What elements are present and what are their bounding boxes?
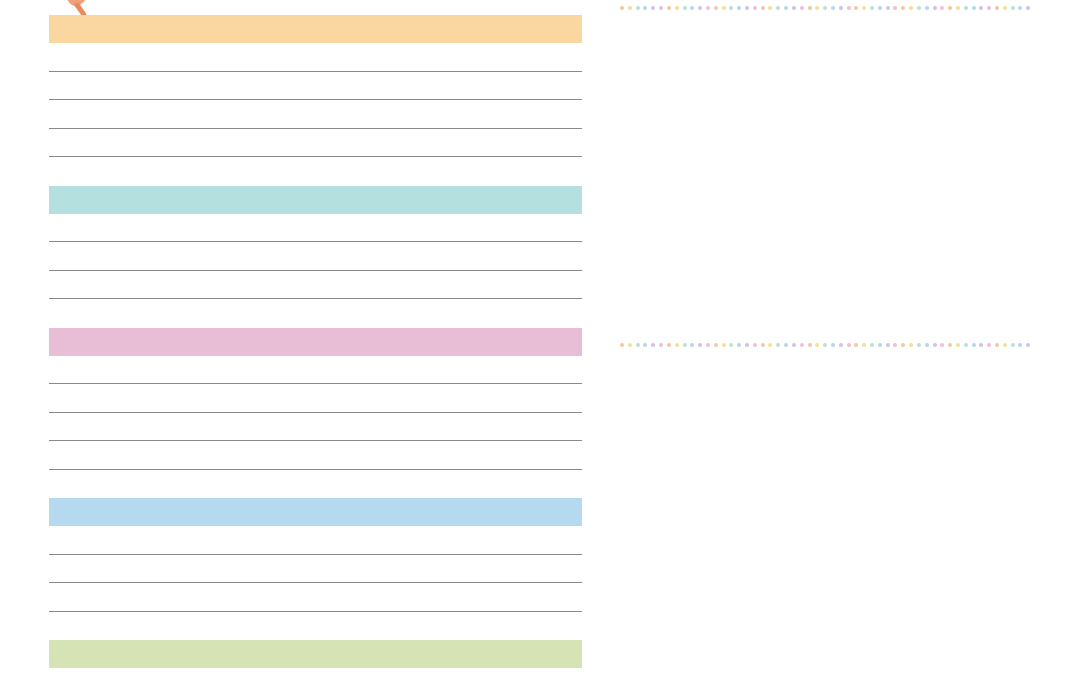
divider-dot (831, 343, 835, 347)
divider-dot (784, 343, 788, 347)
divider-dot (964, 6, 968, 10)
divider-dot (636, 6, 640, 10)
divider-dot (964, 343, 968, 347)
week-row[interactable] (49, 43, 582, 72)
divider-dot (878, 343, 882, 347)
divider-dot (706, 6, 710, 10)
divider-dot (706, 343, 710, 347)
divider-dot (698, 343, 702, 347)
divider-dot (776, 343, 780, 347)
divider-dot (722, 343, 726, 347)
divider-dot (854, 6, 858, 10)
divider-dot (643, 6, 647, 10)
divider-dot (909, 6, 913, 10)
dotted-divider (620, 343, 1031, 349)
week-row[interactable] (49, 384, 582, 413)
divider-dot (839, 343, 843, 347)
divider-dot (768, 6, 772, 10)
divider-dot (948, 343, 952, 347)
divider-dot (847, 6, 851, 10)
week-row[interactable] (49, 299, 582, 328)
divider-dot (659, 343, 663, 347)
divider-dot (956, 6, 960, 10)
divider-dot (659, 6, 663, 10)
divider-dot (987, 6, 991, 10)
divider-dot (667, 6, 671, 10)
divider-dot (917, 6, 921, 10)
divider-dot (683, 6, 687, 10)
summer-calendar (49, 15, 582, 668)
week-row[interactable] (49, 583, 582, 612)
divider-dot (948, 6, 952, 10)
divider-dot (893, 343, 897, 347)
divider-dot (878, 6, 882, 10)
divider-dot (620, 343, 624, 347)
divider-dot (925, 6, 929, 10)
month-header-june (49, 186, 582, 214)
vacation-section (620, 6, 1031, 306)
divider-dot (737, 343, 741, 347)
divider-dot (870, 343, 874, 347)
divider-dot (698, 6, 702, 10)
week-row[interactable] (49, 271, 582, 300)
month-header-august (49, 498, 582, 526)
week-row[interactable] (49, 242, 582, 271)
divider-dot (1026, 343, 1030, 347)
divider-dot (972, 343, 976, 347)
divider-dot (792, 343, 796, 347)
divider-dot (690, 6, 694, 10)
divider-dot (800, 6, 804, 10)
week-row[interactable] (49, 129, 582, 158)
divider-dot (651, 6, 655, 10)
divider-dot (745, 343, 749, 347)
divider-dot (714, 6, 718, 10)
divider-dot (870, 6, 874, 10)
divider-dot (667, 343, 671, 347)
divider-dot (675, 6, 679, 10)
divider-dot (933, 6, 937, 10)
divider-dot (940, 343, 944, 347)
divider-dot (808, 6, 812, 10)
divider-dot (761, 6, 765, 10)
month-header-july (49, 328, 582, 356)
divider-dot (925, 343, 929, 347)
divider-dot (815, 6, 819, 10)
divider-dot (815, 343, 819, 347)
divider-dot (651, 343, 655, 347)
divider-dot (1018, 6, 1022, 10)
week-row[interactable] (49, 470, 582, 499)
divider-dot (886, 343, 890, 347)
week-row[interactable] (49, 72, 582, 101)
divider-dot (1011, 6, 1015, 10)
divider-dot (729, 343, 733, 347)
divider-dot (729, 6, 733, 10)
divider-dot (1003, 343, 1007, 347)
divider-dot (987, 343, 991, 347)
divider-dot (1026, 6, 1030, 10)
week-row[interactable] (49, 555, 582, 584)
divider-dot (1003, 6, 1007, 10)
divider-dot (675, 343, 679, 347)
week-row[interactable] (49, 441, 582, 470)
divider-dot (901, 343, 905, 347)
divider-dot (784, 6, 788, 10)
divider-dot (940, 6, 944, 10)
camps-section (620, 343, 1031, 675)
divider-dot (839, 6, 843, 10)
divider-dot (862, 6, 866, 10)
divider-dot (823, 6, 827, 10)
divider-dot (628, 343, 632, 347)
divider-dot (714, 343, 718, 347)
week-row[interactable] (49, 526, 582, 555)
divider-dot (854, 343, 858, 347)
divider-dot (792, 6, 796, 10)
divider-dot (862, 343, 866, 347)
divider-dot (761, 343, 765, 347)
divider-dot (956, 343, 960, 347)
divider-dot (745, 6, 749, 10)
divider-dot (995, 6, 999, 10)
divider-dot (753, 343, 757, 347)
divider-dot (808, 343, 812, 347)
divider-dot (628, 6, 632, 10)
week-row[interactable] (49, 157, 582, 186)
week-row[interactable] (49, 214, 582, 243)
divider-dot (683, 343, 687, 347)
divider-dot (909, 343, 913, 347)
divider-dot (933, 343, 937, 347)
divider-dot (831, 6, 835, 10)
divider-dot (636, 343, 640, 347)
week-row[interactable] (49, 612, 582, 641)
divider-dot (847, 343, 851, 347)
divider-dot (690, 343, 694, 347)
divider-dot (776, 6, 780, 10)
divider-dot (886, 6, 890, 10)
month-header-may (49, 15, 582, 43)
week-row[interactable] (49, 356, 582, 385)
month-header-september (49, 640, 582, 668)
divider-dot (768, 343, 772, 347)
divider-dot (901, 6, 905, 10)
divider-dot (893, 6, 897, 10)
divider-dot (979, 6, 983, 10)
dotted-divider (620, 6, 1031, 12)
divider-dot (753, 6, 757, 10)
divider-dot (737, 6, 741, 10)
divider-dot (917, 343, 921, 347)
week-row[interactable] (49, 100, 582, 129)
divider-dot (800, 343, 804, 347)
divider-dot (979, 343, 983, 347)
divider-dot (1011, 343, 1015, 347)
divider-dot (643, 343, 647, 347)
divider-dot (620, 6, 624, 10)
divider-dot (972, 6, 976, 10)
week-row[interactable] (49, 413, 582, 442)
divider-dot (1018, 343, 1022, 347)
divider-dot (722, 6, 726, 10)
divider-dot (823, 343, 827, 347)
divider-dot (995, 343, 999, 347)
